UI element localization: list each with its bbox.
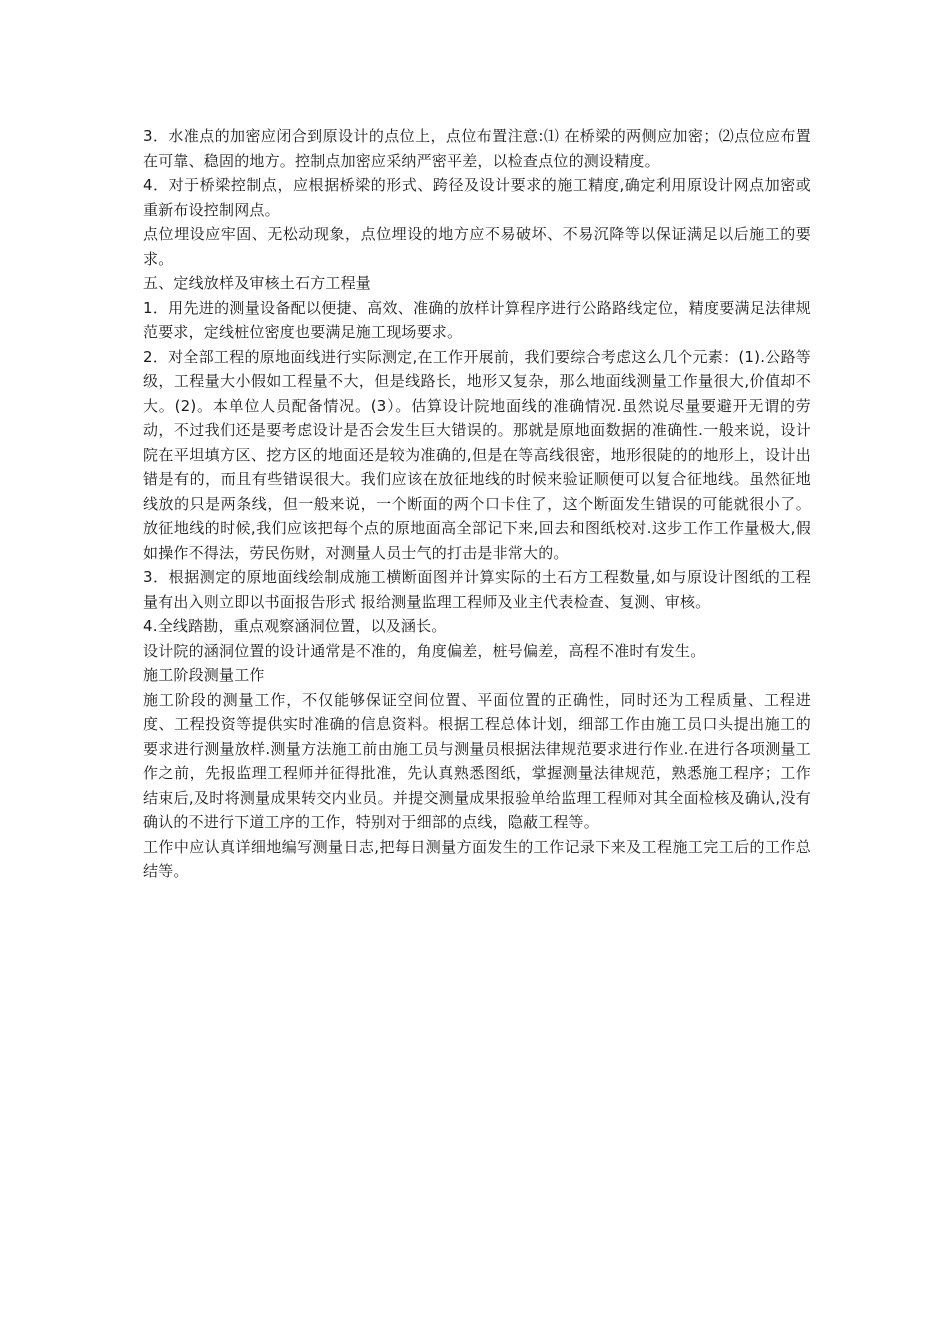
paragraph-point-burial: 点位埋设应牢固、无松动现象，点位埋设的地方应不易破坏、不易沉降等以保证满足以后施工的要求。	[143, 225, 811, 268]
paragraph-route-positioning: 1．用先进的测量设备配以便捷、高效、准确的放样计算程序进行公路路线定位，精度要满足法律规范要求，定线桩位密度也要满足施工现场要求。	[143, 298, 811, 341]
paragraph-bridge-control-points: 4．对于桥梁控制点，应根据桥梁的形式、跨径及设计要求的施工精度,确定利用原设计网点加密或重新布设控制网点。	[143, 176, 811, 219]
paragraph-survey-log: 工作中应认真详细地编写测量日志,把每日测量方面发生的工作记录下来及工程施工完工后的工作总结等。	[143, 837, 811, 880]
paragraph-construction-survey-work: 施工阶段的测量工作，不仅能够保证空间位置、平面位置的正确性，同时还为工程质量、工程进度、工程投资等提供实时准确的信息资料。根据工程总体计划，细部工作由施工员口头提出施工的要求进行测量放样.测量方法施工前由施工员与测量员根据法律规范要求进行作业.在进行各项测量工作之前，先报监理工程师并征得批准，先认真熟悉图纸，掌握测量法律规范，熟悉施工程序；工作结束后,及时将测量成果转交内业员。并提交测量成果报验单给监理工程师对其全面检核及确认,没有确认的不进行下道工序的工作，特别对于细部的点线，隐蔽工程等。	[143, 690, 811, 831]
section-heading-staking-earthwork: 五、定线放样及审核土石方工程量	[143, 274, 372, 292]
paragraph-line-survey: 4.全线踏勘，重点观察涵洞位置，以及涵长。	[143, 617, 447, 635]
paragraph-ground-line-measurement: 2．对全部工程的原地面线进行实际测定,在工作开展前，我们要综合考虑这么几个元素：(1).公路等级，工程量大小假如工程量不大，但是线路长，地形又复杂，那么地面线测量工作量很大,价值却不大。(2)。本单位人员配备情况。(3）。估算设计院地面线的准确情况.虽然说尽量要避开无谓的劳动，不过我们还是要考虑设计是否会发生巨大错误的。那就是原地面数据的准确性.一般来说，设计院在平坦填方区、挖方区的地面还是较为准确的,但是在等高线很密，地形很陡的的地形上，设计出错是有的，而且有些错误很大。我们应该在放征地线的时候来验证顺便可以复合征地线。虽然征地线放的只是两条线，但一般来说，一个断面的两个口卡住了，这个断面发生错误的可能就很小了。放征地线的时候,我们应该把每个点的原地面高全部记下来,回去和图纸校对.这步工作工作量极大,假如操作不得法，劳民伤财，对测量人员士气的打击是非常大的。	[143, 347, 811, 562]
paragraph-cross-section-drawing: 3．根据测定的原地面线绘制成施工横断面图并计算实际的土石方工程数量,如与原设计图纸的工程量有出入则立即以书面报告形式 报给测量监理工程师及业主代表检查、复测、审核。	[143, 568, 811, 611]
paragraph-culvert-design: 设计院的涵洞位置的设计通常是不准的，角度偏差，桩号偏差，高程不准时有发生。	[143, 641, 706, 660]
document-body	[143, 124, 811, 884]
paragraph-benchmark-densification: 3．水准点的加密应闭合到原设计的点位上，点位布置注意:⑴ 在桥梁的两侧应加密；⑵点位应布置在可靠、稳固的地方。控制点加密应采纳严密平差，以检查点位的测设精度。	[143, 127, 811, 170]
section-heading-construction-survey: 施工阶段测量工作	[143, 666, 265, 684]
